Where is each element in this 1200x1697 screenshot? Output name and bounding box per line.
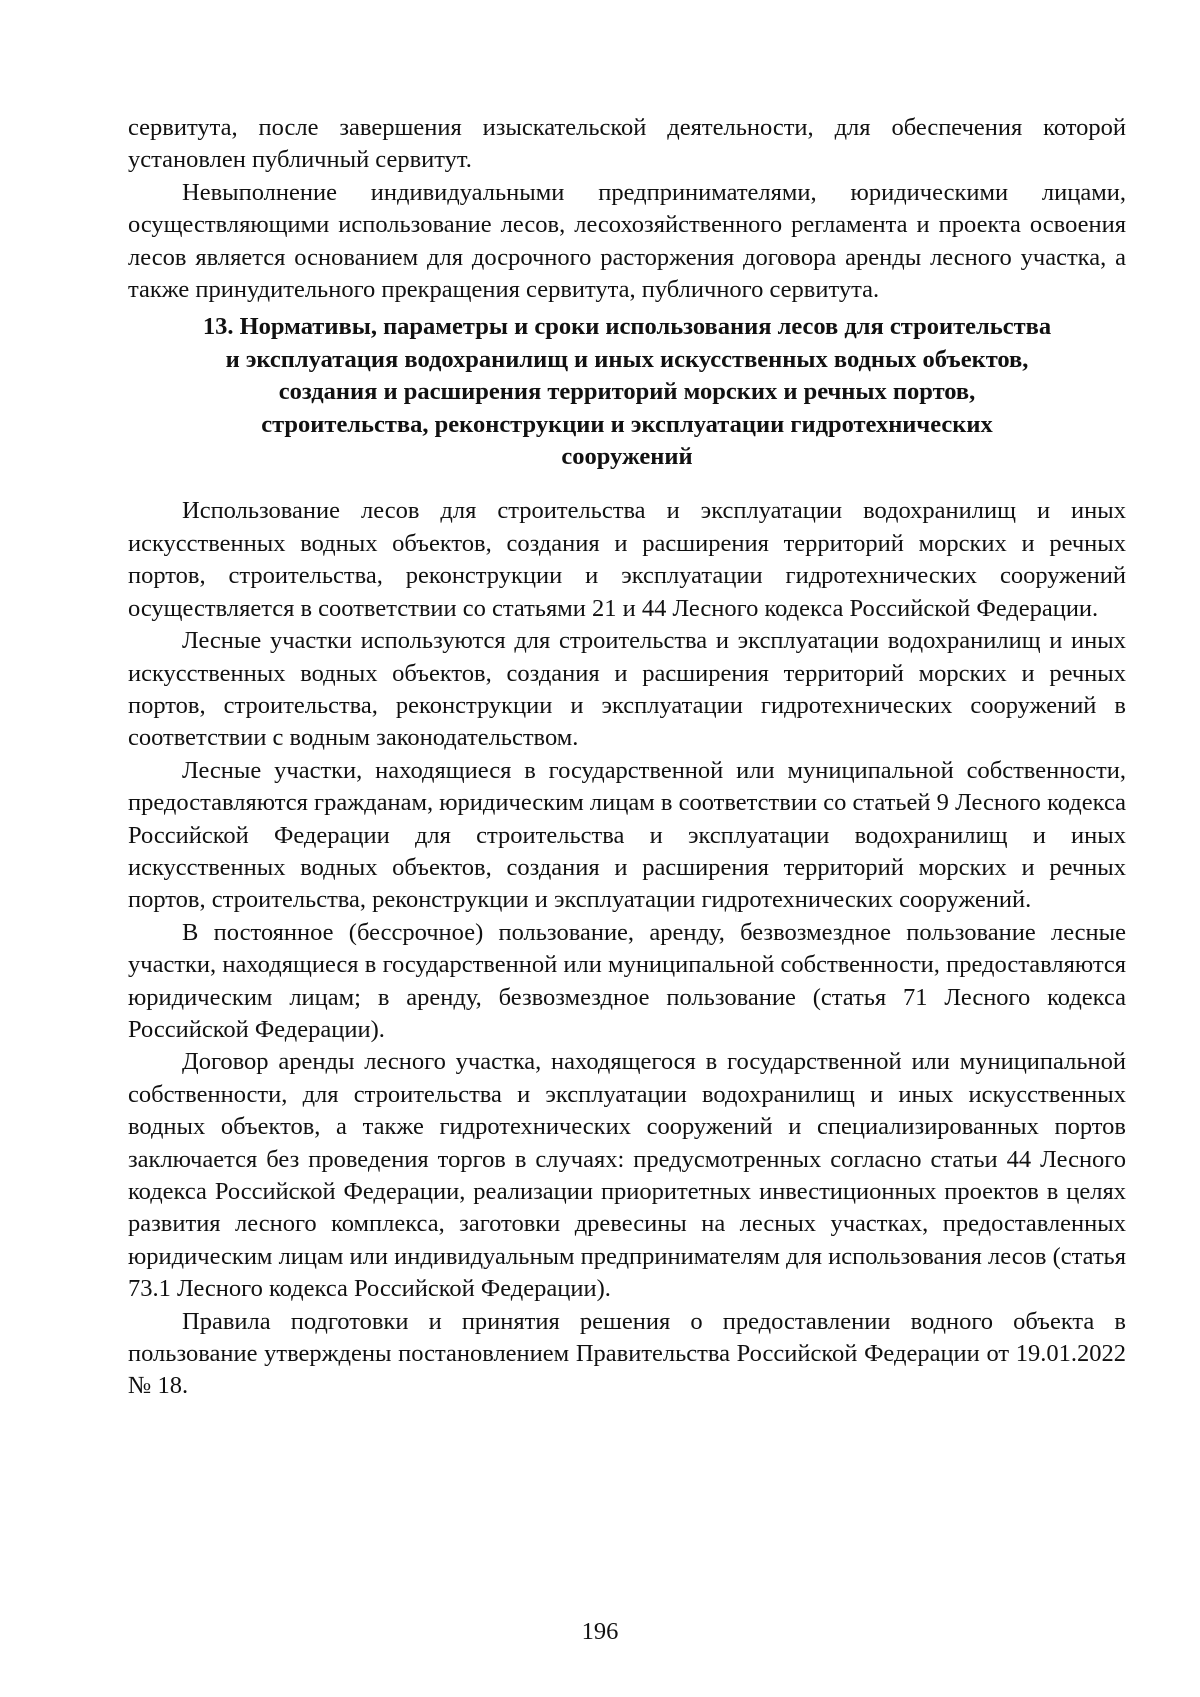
section-heading-line: сооружений	[561, 443, 693, 471]
section-heading	[128, 311, 1126, 473]
section-heading-line: и эксплуатация водохранилищ и иных искусственных водных объектов,	[225, 345, 1029, 373]
paragraph-permanent-use: В постоянное (бессрочное) пользование, аренду, безвозмездное пользование лесные участки, находящиеся в государственной или муниципальной собственности, предоставляются юридическим лицам; в аренду, безвозмездное пользование (статья 71 Лесного кодекса Российской Федерации).	[128, 918, 1126, 1043]
paragraph-continuation: сервитута, после завершения изыскательской деятельности, для обеспечения которой установлен публичный сервитут.	[128, 114, 1126, 174]
paragraph-noncompliance: Невыполнение индивидуальными предпринимателями, юридическими лицами, осуществляющими использование лесов, лесохозяйственного регламента и проекта освоения лесов является основанием для досрочного расторжения договора аренды лесного участка, а также принудительного прекращения сервитута, публичного сервитута.	[128, 178, 1126, 304]
section-heading-line: строительства, реконструкции и эксплуатации гидротехнических	[261, 410, 993, 438]
paragraph-water-rules: Правила подготовки и принятия решения о предоставлении водного объекта в пользование утверждены постановлением Правительства Российской Федерации от 19.01.2022 № 18.	[128, 1307, 1126, 1400]
paragraph-plots-provision: Лесные участки, находящиеся в государственной или муниципальной собственности, предоставляются гражданам, юридическим лицам в соответствии со статьей 9 Лесного кодекса Российской Федерации для строительства и эксплуатации водохранилищ и иных искусственных водных объектов, создания и расширения территорий морских и речных портов, строительства, реконструкции и эксплуатации гидротехнических сооружений.	[128, 756, 1126, 914]
page-number: 196	[581, 1618, 619, 1645]
paragraph-plots-usage: Лесные участки используются для строительства и эксплуатации водохранилищ и иных искусственных водных объектов, создания и расширения территорий морских и речных портов, строительства, реконструкции и эксплуатации гидротехнических сооружений в соответствии с водным законодательством.	[128, 627, 1126, 752]
section-heading-line: создания и расширения территорий морских и речных портов,	[278, 378, 976, 406]
paragraph-lease-agreement: Договор аренды лесного участка, находящегося в государственной или муниципальной собственности, для строительства и эксплуатации водохранилищ и иных искусственных водных объектов, а также гидротехнических сооружений и специализированных портов заключается без проведения торгов в случаях: предусмотренных согласно статьи 44 Лесного кодекса Российской Федерации, реализации приоритетных инвестиционных проектов в целях развития лесного комплекса, заготовки древесины на лесных участках, предоставленных юридическим лицам или индивидуальным предпринимателям для использования лесов (статья 73.1 Лесного кодекса Российской Федерации).	[128, 1048, 1126, 1303]
document-page	[128, 112, 1126, 1403]
paragraph-forest-use: Использование лесов для строительства и эксплуатации водохранилищ и иных искусственных водных объектов, создания и расширения территорий морских и речных портов, строительства, реконструкции и эксплуатации гидротехнических сооружений осуществляется в соответствии со статьями 21 и 44 Лесного кодекса Российской Федерации.	[128, 497, 1126, 622]
section-heading-line: 13. Нормативы, параметры и сроки использования лесов для строительства	[202, 313, 1052, 341]
